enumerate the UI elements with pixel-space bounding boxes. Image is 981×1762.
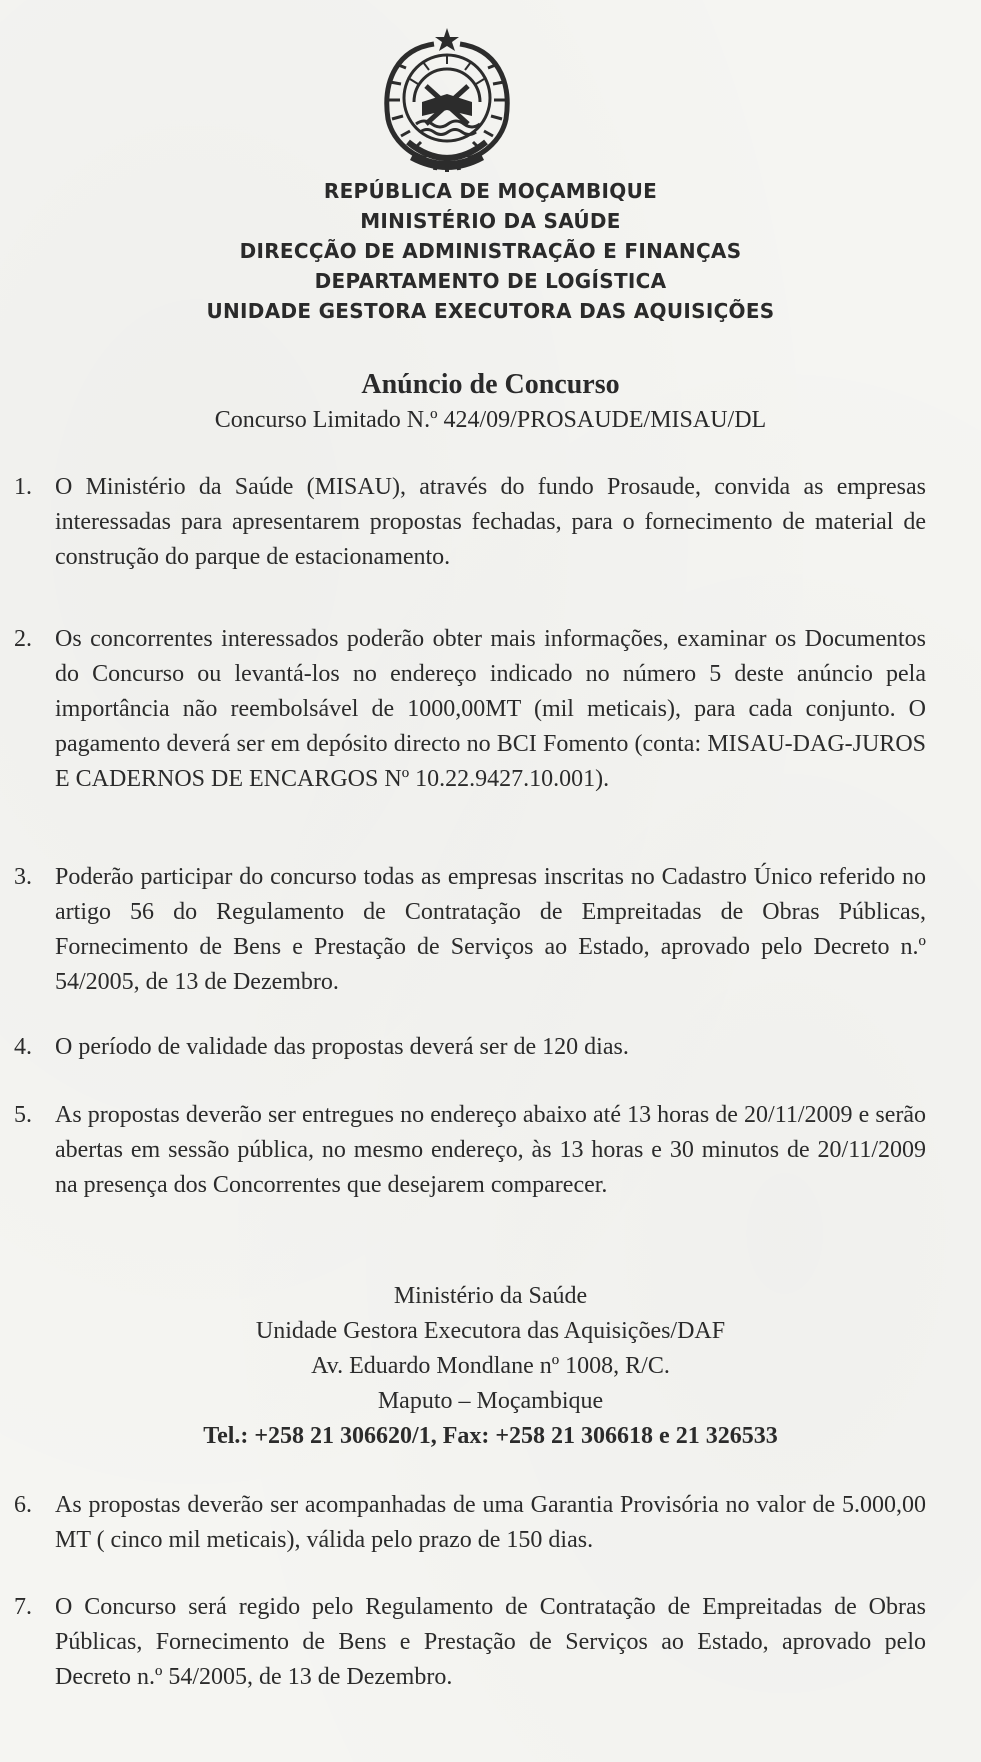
list-item-text: O Ministério da Saúde (MISAU), através do fundo Prosaude, convida as empresas interessadas para apresentarem propostas fechadas, para o fornecimento de material de construção do parque de estacionamento.: [55, 474, 926, 570]
notice-reference: Concurso Limitado N.º 424/09/PROSAUDE/MISAU/DL: [214, 407, 767, 433]
list-item-text: O período de validade das propostas deverá ser de 120 dias.: [55, 1034, 629, 1060]
contact-address-block: [0, 1279, 981, 1454]
list-item: [14, 470, 926, 575]
list-item-text: As propostas deverão ser entregues no endereço abaixo até 13 horas de 20/11/2009 e serão abertas em sessão pública, no mesmo endereço, às 13 horas e 30 minutos de 20/11/2009 na presença dos Concorrentes que desejarem comparecer.: [55, 1102, 926, 1198]
list-item-text: Poderão participar do concurso todas as empresas inscritas no Cadastro Único referido no artigo 56 do Regulamento de Contratação de Empreitadas de Obras Públicas, Fornecimento de Bens e Prestação de Serviços ao Estado, aprovado pelo Decreto n.º 54/2005, de 13 de Dezembro.: [55, 864, 926, 995]
list-item-number: 2.: [14, 626, 32, 652]
address-line-ministry: Ministério da Saúde: [393, 1283, 588, 1309]
mozambique-coat-of-arms-icon: [374, 24, 520, 174]
list-item-number: 7.: [14, 1594, 32, 1620]
notice-title-block: [0, 367, 981, 437]
address-line-city: Maputo – Moçambique: [377, 1388, 604, 1414]
header-line-department: DEPARTAMENTO DE LOGÍSTICA: [314, 269, 667, 293]
list-item: [14, 1488, 926, 1558]
list-item-number: 4.: [14, 1034, 32, 1060]
list-item-text: O Concurso será regido pelo Regulamento de Contratação de Empreitadas de Obras Públicas, Fornecimento de Bens e Prestação de Serviços ao Estado, aprovado pelo Decreto n.º 54/2005, de 13 de Dezembro.: [55, 1594, 926, 1690]
document-header: [0, 176, 981, 326]
header-line-republic: REPÚBLICA DE MOÇAMBIQUE: [323, 179, 658, 203]
list-item: [14, 1590, 926, 1695]
contact-phone-fax: Tel.: +258 21 306620/1, Fax: +258 21 306618 e 21 326533: [203, 1423, 778, 1449]
list-item-number: 3.: [14, 864, 32, 890]
list-item-text: Os concorrentes interessados poderão obter mais informações, examinar os Documentos do Concurso ou levantá-los no endereço indicado no número 5 deste anúncio pela importância não reembolsável de 1000,00MT (mil meticais), para cada conjunto. O pagamento deverá ser em depósito directo no BCI Fomento (conta: MISAU-DAG-JUROS E CADERNOS DE ENCARGOS Nº 10.22.9427.10.001).: [55, 626, 926, 792]
header-line-directorate: DIRECÇÃO DE ADMINISTRAÇÃO E FINANÇAS: [239, 239, 742, 263]
list-item-text: As propostas deverão ser acompanhadas de uma Garantia Provisória no valor de 5.000,00 MT ( cinco mil meticais), válida pelo prazo de 150 dias.: [55, 1492, 926, 1553]
list-item: [14, 1030, 926, 1065]
list-item: [14, 622, 926, 797]
list-item: [14, 860, 926, 1000]
list-item-number: 1.: [14, 474, 32, 500]
list-item-number: 5.: [14, 1102, 32, 1128]
header-line-ministry: MINISTÉRIO DA SAÚDE: [360, 209, 621, 233]
address-line-street: Av. Eduardo Mondlane nº 1008, R/C.: [311, 1353, 670, 1379]
notice-title: Anúncio de Concurso: [361, 369, 620, 400]
list-item-number: 6.: [14, 1492, 32, 1518]
header-line-unit: UNIDADE GESTORA EXECUTORA DAS AQUISIÇÕES: [206, 299, 775, 323]
list-item: [14, 1098, 926, 1203]
address-line-unit: Unidade Gestora Executora das Aquisições/DAF: [255, 1318, 726, 1344]
